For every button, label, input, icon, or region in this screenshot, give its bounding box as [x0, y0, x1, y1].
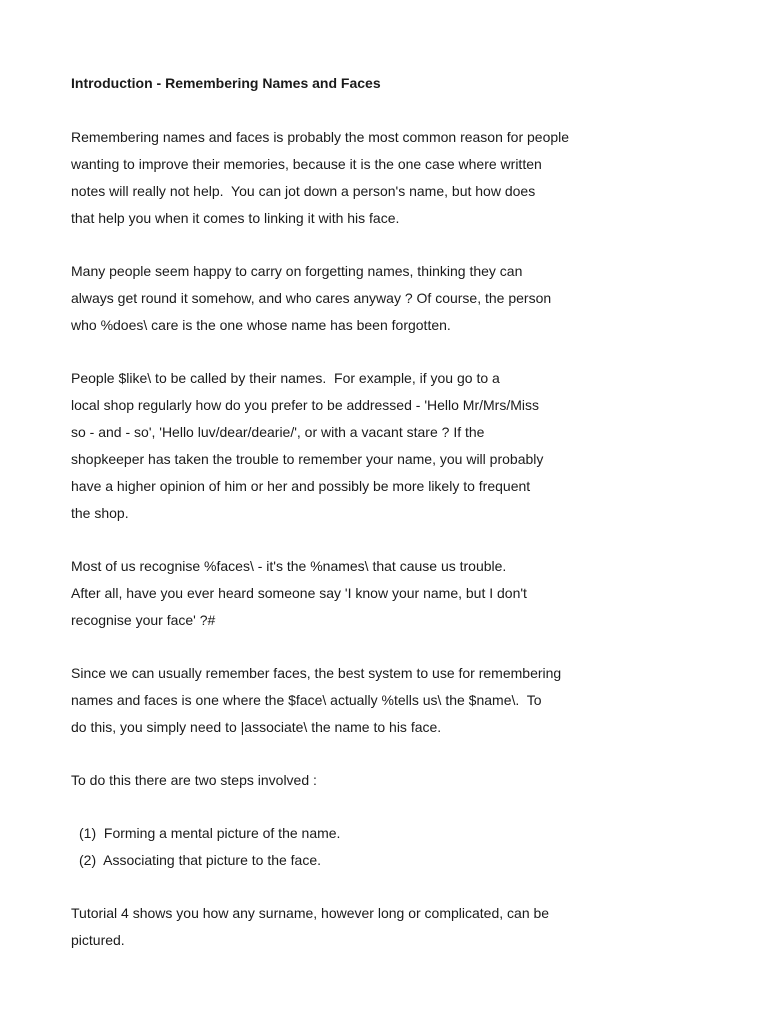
text-line: To do this there are two steps involved :	[71, 772, 317, 788]
text-line: always get round it somehow, and who cares anyway ? Of course, the person	[71, 290, 552, 306]
text-line: names and faces is one where the $face\ actually %tells us\ the $name\. To	[71, 692, 542, 708]
paragraph	[71, 767, 691, 794]
paragraph	[71, 660, 691, 741]
document-page	[71, 71, 691, 980]
text-line: Since we can usually remember faces, the best system to use for remembering	[71, 665, 562, 681]
text-line: so - and - so', 'Hello luv/dear/dearie/', or with a vacant stare ? If the	[71, 424, 485, 440]
paragraph	[71, 258, 691, 339]
paragraph	[71, 553, 691, 634]
paragraph	[71, 124, 691, 232]
text-line: do this, you simply need to |associate\ the name to his face.	[71, 719, 442, 735]
closing-paragraph	[71, 900, 691, 954]
text-line: Most of us recognise %faces\ - it's the %names\ that cause us trouble.	[71, 558, 507, 574]
text-line: Many people seem happy to carry on forgetting names, thinking they can	[71, 263, 523, 279]
text-line: that help you when it comes to linking it with his face.	[71, 210, 400, 226]
document-title: Introduction - Remembering Names and Faces	[71, 75, 381, 91]
text-line: shopkeeper has taken the trouble to remember your name, you will probably	[71, 451, 544, 467]
text-line: People $like\ to be called by their names. For example, if you go to a	[71, 370, 500, 386]
text-line: notes will really not help. You can jot down a person's name, but how does	[71, 183, 536, 199]
steps-list	[71, 820, 691, 874]
paragraph	[71, 365, 691, 527]
text-line: who %does\ care is the one whose name has been forgotten.	[71, 317, 451, 333]
text-line: recognise your face' ?#	[71, 612, 216, 628]
text-line: Tutorial 4 shows you how any surname, however long or complicated, can be	[71, 905, 550, 921]
step-item: (1) Forming a mental picture of the name.	[79, 825, 341, 841]
text-line: the shop.	[71, 505, 129, 521]
text-line: After all, have you ever heard someone say 'I know your name, but I don't	[71, 585, 527, 601]
text-line: wanting to improve their memories, because it is the one case where written	[71, 156, 542, 172]
step-item: (2) Associating that picture to the face.	[79, 852, 322, 868]
text-line: Remembering names and faces is probably the most common reason for people	[71, 129, 570, 145]
text-line: have a higher opinion of him or her and possibly be more likely to frequent	[71, 478, 531, 494]
text-line: local shop regularly how do you prefer to be addressed - 'Hello Mr/Mrs/Miss	[71, 397, 539, 413]
text-line: pictured.	[71, 932, 125, 948]
